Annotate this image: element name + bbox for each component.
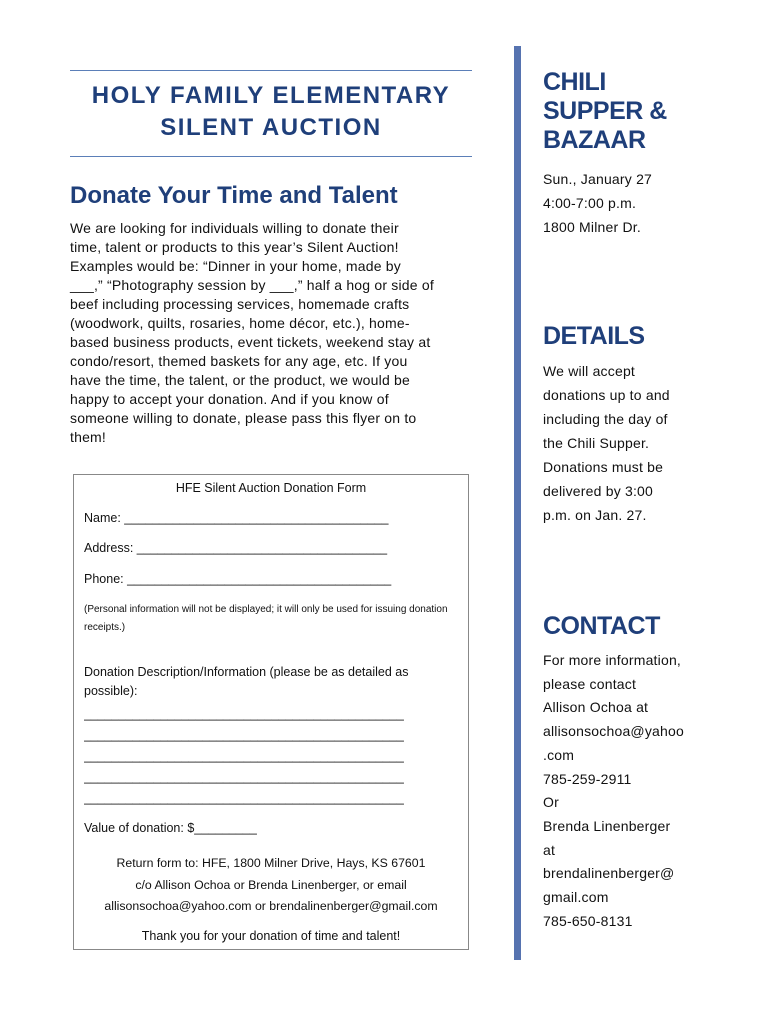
contact-line: For more information, xyxy=(543,652,682,668)
description-line[interactable]: ______________________________________________ xyxy=(84,791,404,805)
intro-line: (woodwork, quilts, rosaries, home décor, etc.), home- xyxy=(70,315,410,331)
intro-line: them! xyxy=(70,429,107,445)
name-field[interactable]: Name: ______________________________________ xyxy=(84,511,389,525)
event-address: 1800 Milner Dr. xyxy=(543,219,641,235)
thank-you-note: Thank you for your donation of time and talent! xyxy=(141,929,401,943)
description-line[interactable]: ______________________________________________ xyxy=(84,770,404,784)
return-instructions xyxy=(74,853,468,918)
details-line: p.m. on Jan. 27. xyxy=(543,507,647,523)
contact-email[interactable]: .com xyxy=(543,746,575,763)
intro-line: ___,” “Photography session by ___,” half a hog or side of xyxy=(70,277,434,293)
contact-phone: 785-650-8131 xyxy=(543,912,633,929)
details-line: delivered by 3:00 xyxy=(543,483,654,499)
title-line: SILENT AUCTION xyxy=(160,114,382,141)
description-line[interactable]: ______________________________________________ xyxy=(84,707,404,721)
phone-field[interactable]: Phone: ______________________________________ xyxy=(84,572,392,586)
intro-line: beef including processing services, homemade crafts xyxy=(70,296,410,312)
intro-line: Examples would be: “Dinner in your home, made by xyxy=(70,258,401,274)
event-heading xyxy=(543,68,753,155)
address-field[interactable]: Address: ____________________________________ xyxy=(84,541,388,555)
contact-line: please contact xyxy=(543,675,637,692)
intro-line: time, talent or products to this year’s Silent Auction! xyxy=(70,239,399,255)
details-text xyxy=(543,359,753,527)
event-heading-line: SUPPER & xyxy=(543,97,667,125)
donation-form xyxy=(73,474,469,950)
contact-phone: 785-259-2911 xyxy=(543,770,632,787)
details-line: donations up to and xyxy=(543,387,670,403)
donation-value-field[interactable]: Value of donation: $_________ xyxy=(84,821,257,835)
intro-paragraph xyxy=(70,219,468,447)
event-date: Sun., January 27 xyxy=(543,171,653,187)
intro-line: condo/resort, themed baskets for any age, etc. If you xyxy=(70,353,408,369)
contact-section xyxy=(543,612,753,933)
return-line: Return form to: HFE, 1800 Milner Drive, Hays, KS 67601 xyxy=(116,856,426,870)
contact-email[interactable]: gmail.com xyxy=(543,889,609,906)
description-label: Donation Description/Information (please be as detailed as possible): xyxy=(84,665,409,698)
bottom-rule xyxy=(70,156,472,157)
return-line: allisonsochoa@yahoo.com or brendalinenberger@gmail.com xyxy=(104,899,438,913)
intro-line: happy to accept your donation. And if you know of xyxy=(70,391,389,407)
contact-line: at xyxy=(543,841,556,858)
top-rule xyxy=(70,70,472,71)
event-time: 4:00-7:00 p.m. xyxy=(543,195,637,211)
contact-line: Or xyxy=(543,794,559,811)
accent-bar xyxy=(514,46,521,960)
details-line: including the day of xyxy=(543,411,668,427)
contact-line: Allison Ochoa at xyxy=(543,699,649,716)
description-line[interactable]: ______________________________________________ xyxy=(84,728,404,742)
page-title xyxy=(70,80,472,144)
privacy-note: (Personal information will not be displayed; it will only be used for issuing donation receipts.) xyxy=(84,604,448,633)
intro-line: someone willing to donate, please pass this flyer on to xyxy=(70,410,417,426)
event-section xyxy=(543,68,753,239)
event-heading-line: BAZAAR xyxy=(543,126,646,154)
contact-line: Brenda Linenberger xyxy=(543,817,671,834)
event-info xyxy=(543,167,753,239)
details-line: We will accept xyxy=(543,363,636,379)
contact-email[interactable]: allisonsochoa@yahoo xyxy=(543,723,684,740)
details-line: Donations must be xyxy=(543,459,664,475)
details-heading: DETAILS xyxy=(543,322,645,350)
intro-line: have the time, the talent, or the product, we would be xyxy=(70,372,410,388)
section-heading: Donate Your Time and Talent xyxy=(70,182,398,209)
details-section xyxy=(543,322,753,527)
return-line: c/o Allison Ochoa or Brenda Linenberger, or email xyxy=(135,877,407,892)
event-heading-line: CHILI xyxy=(543,68,606,96)
description-line[interactable]: ______________________________________________ xyxy=(84,749,404,763)
form-title: HFE Silent Auction Donation Form xyxy=(175,481,367,495)
contact-email[interactable]: brendalinenberger@ xyxy=(543,865,675,882)
contact-heading: CONTACT xyxy=(543,612,660,640)
intro-line: based business products, event tickets, weekend stay at xyxy=(70,334,431,350)
intro-line: We are looking for individuals willing to donate their xyxy=(70,220,399,236)
details-line: the Chili Supper. xyxy=(543,435,650,451)
contact-text xyxy=(543,649,753,933)
title-line: HOLY FAMILY ELEMENTARY xyxy=(91,82,451,109)
